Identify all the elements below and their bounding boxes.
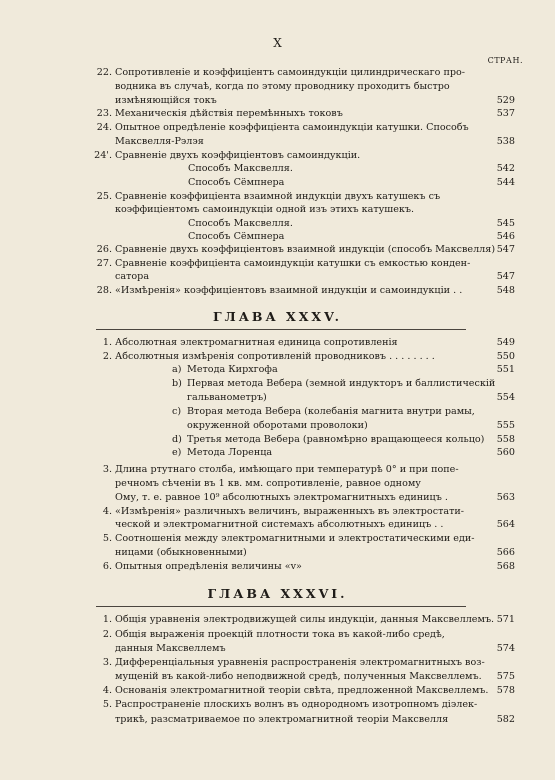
entry-title: «Измѣренія» коэффиціентовъ взаимной индукціи и самоиндукціи . .: [115, 285, 463, 296]
entry-title-continued: измѣняющійся токъ: [115, 95, 217, 106]
entry-page: 574: [496, 643, 515, 654]
entry-number: 24.: [96, 122, 112, 133]
entry-number: 3.: [102, 657, 112, 668]
entry-page: 578: [496, 685, 515, 696]
heading-rule: [96, 329, 466, 330]
chapter-35-heading: ГЛАВА XXXV.: [213, 309, 342, 324]
entry-page: 563: [496, 492, 515, 503]
entry-title: Опытныя опредѣленія величины «v»: [115, 561, 302, 572]
entry-title: Сопротивленіе и коэффиціентъ самоиндукціи цилиндрическаго про-: [115, 67, 466, 78]
subentry-title: Вторая метода Вебера (колебанія магнита внутри рамы,: [187, 406, 475, 417]
entry-title: Сравненіе коэффиціента самоиндукціи катушки съ емкостью конден-: [115, 258, 471, 269]
subentry-title: Третья метода Вебера (равномѣрно вращающееся кольцо): [187, 434, 485, 445]
subentry-letter: e): [172, 447, 182, 458]
entry-page: 566: [496, 547, 515, 558]
entry-page: 546: [496, 231, 515, 242]
entry-title-continued: водника въ случаѣ, когда по этому проводнику проходитъ быстро: [115, 81, 450, 92]
subentry-title: Метода Кирхгофа: [187, 364, 278, 375]
entry-title-continued: коэффиціентомъ самоиндукціи одной изъ этихъ катушекъ.: [115, 204, 415, 215]
entry-page: 548: [496, 285, 515, 296]
entry-title-continued: трикѣ, разсматриваемое по электромагнитной теоріи Максвелля: [115, 714, 449, 725]
entry-number: 23.: [96, 108, 112, 119]
entry-page: 537: [496, 108, 515, 119]
entry-number: 5.: [102, 533, 112, 544]
entry-page: 545: [496, 218, 515, 229]
entry-title-continued: речномъ сѣченіи въ 1 кв. мм. сопротивленіе, равное одному: [115, 478, 421, 489]
entry-number: 1.: [102, 337, 112, 348]
entry-number: 25.: [96, 191, 112, 202]
entry-page: 568: [496, 561, 515, 572]
entry-title-continued: мущеній въ какой-либо неподвижной средѣ, полученныя Максвеллемъ.: [115, 671, 482, 682]
entry-number: 3.: [102, 464, 112, 475]
entry-title: Распространеніе плоскихъ волнъ въ однородномъ изотропномъ діэлек-: [115, 699, 478, 710]
entry-title: Сравненіе коэффиціента взаимной индукціи двухъ катушекъ съ: [115, 191, 441, 202]
entry-page: 555: [496, 420, 515, 431]
entry-page: 554: [496, 392, 515, 403]
heading-rule: [96, 606, 466, 607]
entry-number: 1.: [102, 614, 112, 625]
subentry-title-continued: гальванометръ): [187, 392, 267, 403]
entry-title: Абсолютная электромагнитная единица сопротивленія: [115, 337, 398, 348]
entry-title: Общія уравненія электродвижущей силы индукціи, данныя Максвеллемъ.: [115, 614, 495, 625]
subentry-letter: a): [172, 364, 182, 375]
entry-number: 27.: [96, 258, 112, 269]
entry-page: 575: [496, 671, 515, 682]
entry-number: 2.: [102, 351, 112, 362]
entry-page: 571: [496, 614, 515, 625]
entry-page: 549: [496, 337, 515, 348]
entry-page: 529: [496, 95, 515, 106]
entry-page: 547: [496, 271, 515, 282]
entry-title: Сравненіе двухъ коэффиціентовъ самоиндукціи.: [115, 150, 361, 161]
entry-page: 558: [496, 434, 515, 445]
entry-number: 28.: [96, 285, 112, 296]
entry-title-continued: ческой и электромагнитной системахъ абсолютныхъ единицъ . .: [115, 519, 444, 530]
subentry-letter: d): [172, 434, 182, 445]
subentry-title: Способъ Максвелля.: [188, 218, 293, 229]
entry-number: 6.: [102, 561, 112, 572]
entry-title-continued: данныя Максвеллемъ: [115, 643, 226, 654]
entry-title: Сравненіе двухъ коэффиціентовъ взаимной индукціи (способъ Максвелля): [115, 244, 496, 255]
entry-title: Длина ртутнаго столба, имѣющаго при температурѣ 0° и при попе-: [115, 464, 459, 475]
entry-number: 24'.: [94, 150, 112, 161]
entry-title: Соотношенія между электромагнитными и электростатическими еди-: [115, 533, 475, 544]
entry-page: 542: [496, 163, 515, 174]
subentry-title: Способъ Сёмпнера: [188, 177, 285, 188]
entry-page: 582: [496, 714, 515, 725]
entry-title: «Измѣренія» различныхъ величинъ, выраженныхъ въ электростати-: [115, 506, 465, 517]
entry-number: 22.: [96, 67, 112, 78]
entry-title-continued: Максвелля-Рэлэя: [115, 136, 204, 147]
entry-title: Абсолютныя измѣренія сопротивленій проводниковъ . . . . . . . .: [115, 351, 435, 362]
entry-title-continued: ницами (обыкновенными): [115, 547, 247, 558]
entry-number: 26.: [96, 244, 112, 255]
entry-title: Дифференціальныя уравненія распространенія электромагнитныхъ воз-: [115, 657, 485, 668]
entry-number: 4.: [102, 685, 112, 696]
entry-number: 4.: [102, 506, 112, 517]
entry-title-continued: Ому, т. е. равное 10⁹ абсолютныхъ электромагнитныхъ единицъ .: [115, 492, 448, 503]
subentry-title: Метода Лоренца: [187, 447, 273, 458]
subentry-letter: c): [172, 406, 182, 417]
entry-page: 560: [496, 447, 515, 458]
page-column-label: СТРАН.: [487, 56, 523, 65]
subentry-title: Способъ Максвелля.: [188, 163, 293, 174]
subentry-title: Способъ Сёмпнера: [188, 231, 285, 242]
page-number: X: [273, 36, 282, 50]
entry-page: 564: [496, 519, 515, 530]
entry-page: 550: [496, 351, 515, 362]
entry-title: Опытное опредѣленіе коэффиціента самоиндукціи катушки. Способъ: [115, 122, 469, 133]
subentry-title-continued: окруженной оборотами проволоки): [187, 420, 368, 431]
entry-page: 551: [496, 364, 515, 375]
subentry-title: Первая метода Вебера (земной индукторъ и баллистическій: [187, 378, 496, 389]
entry-number: 2.: [102, 629, 112, 640]
entry-number: 5.: [102, 699, 112, 710]
entry-title: Механическія дѣйствія перемѣнныхъ токовъ: [115, 108, 343, 119]
entry-page: 538: [496, 136, 515, 147]
chapter-36-heading: ГЛАВА XXXVI.: [207, 586, 348, 601]
entry-page: 544: [496, 177, 515, 188]
entry-title: Общія выраженія проекцій плотности тока въ какой-либо средѣ,: [115, 629, 445, 640]
subentry-letter: b): [172, 378, 182, 389]
entry-title-continued: сатора: [115, 271, 150, 282]
entry-page: 547: [496, 244, 515, 255]
entry-title: Основанія электромагнитной теоріи свѣта, предложенной Максвеллемъ.: [115, 685, 489, 696]
